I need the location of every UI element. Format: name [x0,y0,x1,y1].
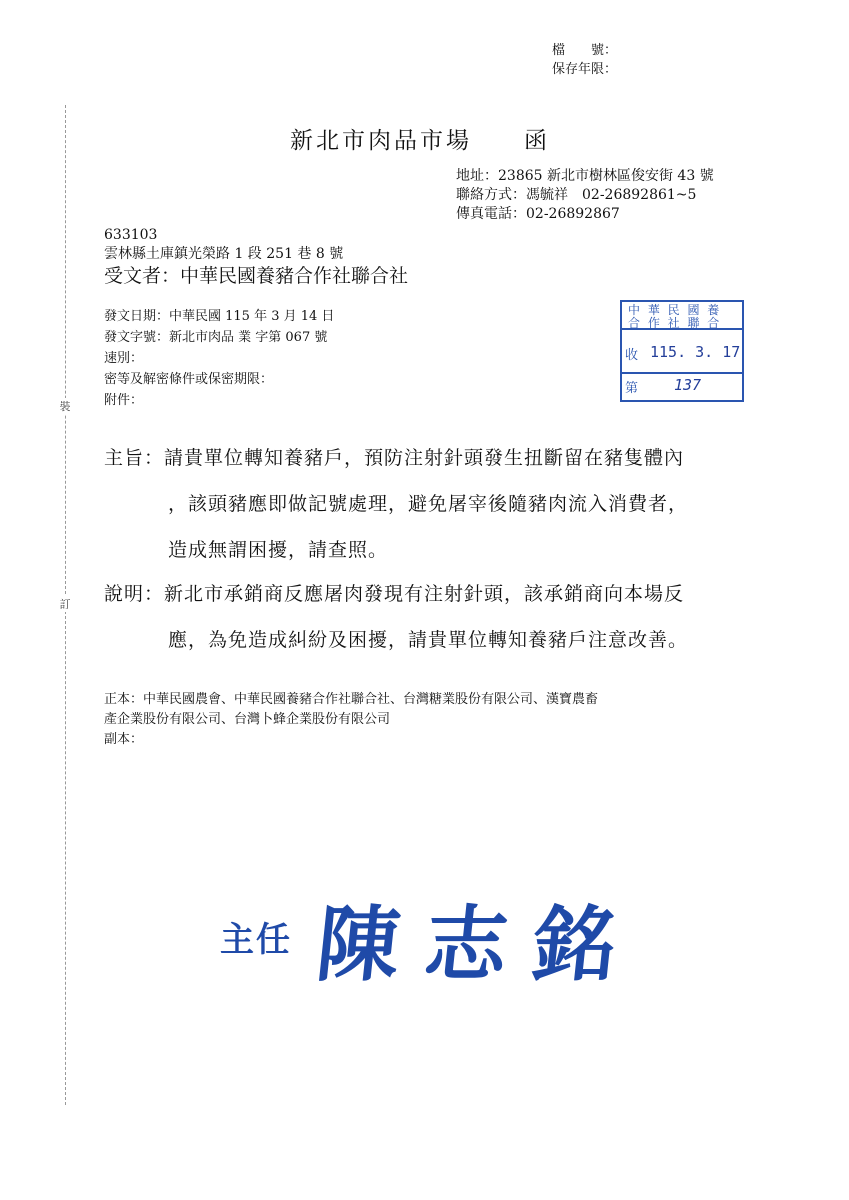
binding-mark-zhuang: 裝 [59,400,71,413]
binding-mark-ding: 訂 [59,598,71,611]
stamp-org-line-2: 合 作 社 聯 合 [628,316,722,330]
sender-contact: 聯絡方式：馮毓祥 02-26892861~5 [456,187,697,203]
delivery-speed: 速別： [104,351,144,366]
sender-fax: 傳真電話：02-26892867 [456,206,620,222]
stamp-number-row [622,374,742,398]
document-number: 發文字號：新北市肉品 業 字第 067 號 [104,330,328,345]
recipient-postal-code: 633103 [104,227,158,243]
secrecy-level: 密等及解密條件或保密期限： [104,372,274,387]
signatory-name-signature: 陳志銘 [312,897,647,993]
attachments: 附件： [104,393,144,408]
issue-date: 發文日期：中華民國 115 年 3 月 14 日 [104,309,335,324]
subject-line-2: ，該頭豬應即做記號處理，避免屠宰後隨豬肉流入消費者， [168,493,689,515]
copy-recipients: 副本： [104,732,144,747]
stamp-received-row [622,332,742,374]
main-recipients-line-1: 正本：中華民國農會、中華民國養豬合作社聯合社、台灣糖業股份有限公司、漢寶農畜 [104,692,599,707]
retention-period-label: 保存年限： [552,62,618,77]
document-title: 新北市肉品市場 函 [290,128,550,154]
receipt-stamp [620,300,744,402]
recipient-name: 受文者：中華民國養豬合作社聯合社 [104,265,409,287]
recipient-address: 雲林縣土庫鎮光榮路 1 段 251 巷 8 號 [104,246,344,262]
stamp-received-label: 收 [625,348,639,363]
explanation-line-2: 應，為免造成糾紛及困擾，請貴單位轉知養豬戶注意改善。 [168,629,689,651]
stamp-number-label: 第 [625,381,639,396]
sender-address: 地址：23865 新北市樹林區俊安街 43 號 [456,168,714,184]
stamp-org-line-1: 中 華 民 國 養 [628,303,722,317]
stamp-number-value: 137 [674,376,702,394]
stamp-received-date: 115. 3. 17 [650,343,741,361]
subject-line-1: 主旨：請貴單位轉知養豬戶，預防注射針頭發生扭斷留在豬隻體內 [104,447,685,469]
explanation-line-1: 說明：新北市承銷商反應屠肉發現有注射針頭，該承銷商向本場反 [104,583,685,605]
subject-line-3: 造成無謂困擾，請查照。 [168,539,389,561]
main-recipients-line-2: 產企業股份有限公司、台灣卜蜂企業股份有限公司 [104,712,391,727]
file-number-label: 檔 號： [552,43,618,58]
stamp-organization [622,302,742,330]
signatory-title: 主任 [220,920,292,960]
